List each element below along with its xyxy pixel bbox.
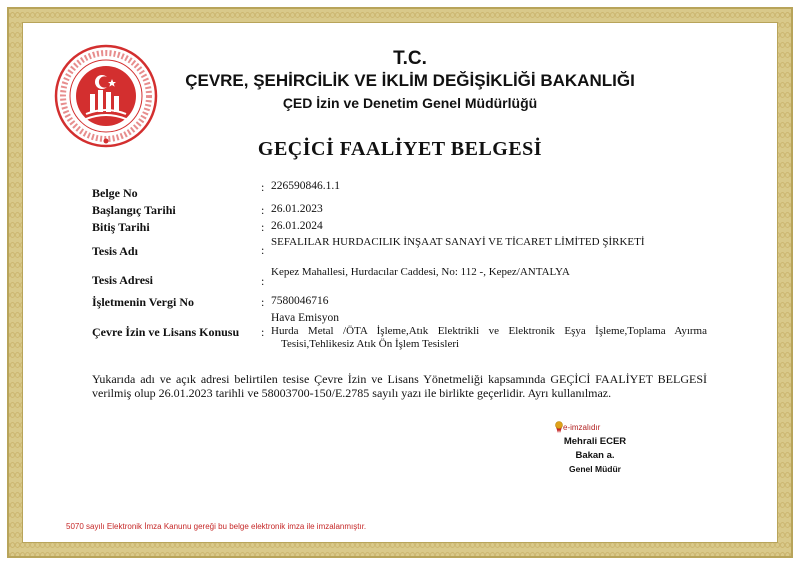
tesis-adi-label: Tesis Adı [92,244,138,258]
konu-line1: Hava Emisyon [271,312,340,324]
signatory-name: Mehrali ECER [563,436,627,447]
signatory-title: Genel Müdür [569,464,621,474]
e-signature-footer: 5070 sayılı Elektronik İmza Kanunu gereği bu belge elektronik imza ile imzalanmıştır. [66,522,367,531]
vergi-no-value: 7580046716 [271,295,329,307]
e-signature-note: e-imzalıdır [563,423,601,432]
validity-paragraph: Yukarıda adı ve açık adresi belirtilen tesise Çevre İzin ve Lisans Yönetmeliği kapsamında GEÇİCİ FAALİYET BELGESİ verilmiş olup 26.01.2023 tarihli ve 58003700-150/E.2785 sayılı yazı ile birlikte geçerlidir. Ayrı kullanılmaz. [92,372,707,400]
baslangic-colon: : [261,203,265,217]
header-ministry: ÇEVRE, ŞEHİRCİLİK VE İKLİM DEĞİŞİKLİĞİ BAKANLIĞI [185,71,635,90]
baslangic-value: 26.01.2023 [271,203,323,215]
belge-no-label: Belge No [92,186,138,200]
tesis-adresi-value: Kepez Mahallesi, Hurdacılar Caddesi, No: 112 -, Kepez/ANTALYA [271,266,570,278]
konu-line2: Hurda Metal /ÖTA İşleme,Atık Elektrikli ve Elektronik Eşya İşleme,Toplama Ayırma [271,325,707,337]
tesis-adresi-label: Tesis Adresi [92,273,154,287]
bitis-label: Bitiş Tarihi [92,220,150,234]
header-directorate: ÇED İzin ve Denetim Genel Müdürlüğü [282,95,538,111]
tesis-adi-colon: : [261,243,265,257]
bitis-colon: : [261,220,265,234]
belge-no-value: 226590846.1.1 [271,180,340,192]
baslangic-label: Başlangıç Tarihi [92,203,176,217]
konu-line3: Tesisi,Tehlikesiz Atık Ön İşlem Tesisleri [281,338,460,350]
vergi-no-colon: : [261,295,265,309]
vergi-no-label: İşletmenin Vergi No [92,295,194,309]
bitis-value: 26.01.2024 [271,220,323,232]
belge-no-colon: : [261,180,265,194]
ministry-seal-icon [52,42,160,150]
tesis-adresi-colon: : [261,274,265,288]
tesis-adi-value: SEFALILAR HURDACILIK İNŞAAT SANAYİ VE TİCARET LİMİTED ŞİRKETİ [271,236,645,248]
konu-colon: : [261,325,265,339]
signatory-role: Bakan a. [575,450,615,461]
e-signature-medal-icon [555,421,563,433]
document-title: GEÇİCİ FAALİYET BELGESİ [257,138,543,160]
konu-label: Çevre İzin ve Lisans Konusu [92,325,240,339]
header-tc: T.C. [393,48,427,69]
